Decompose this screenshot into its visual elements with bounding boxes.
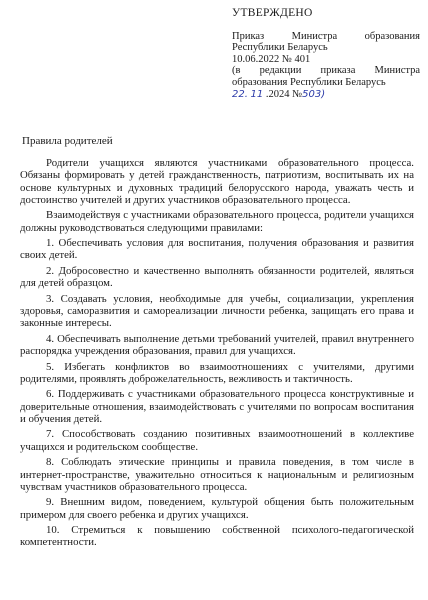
amendment-year: .2024 № xyxy=(265,88,303,100)
document-heading: Правила родителей xyxy=(22,135,113,147)
amendment-issuer: образования Республики Беларусь xyxy=(232,76,386,88)
rule-item: 1. Обеспечивать условия для воспитания, получения образования и развития своих детей. xyxy=(20,237,414,262)
amendment-date xyxy=(232,89,420,101)
handwritten-day: 22. xyxy=(232,88,248,100)
order-issuer: Приказ Министра образования xyxy=(232,30,420,42)
rule-item: 3. Создавать условия, необходимые для учебы, социализации, укрепления здоровья, саморазвития и самореализации личности ребенка, защищать его права и законные интересы. xyxy=(20,292,414,330)
rule-item: 5. Избегать конфликтов во взаимоотношениях с учителями, другими родителями, проявлять доброжелательность, вежливость и тактичность. xyxy=(20,360,414,385)
rule-item: 2. Добросовестно и качественно выполнять обязанности родителей, являться для детей образцом. xyxy=(20,264,414,290)
order-issuer-country: Республики Беларусь xyxy=(232,42,328,54)
rule-item: 7. Способствовать созданию позитивных взаимоотношений в коллективе учащихся и родительском сообществе. xyxy=(20,428,414,453)
order-date-number: 10.06.2022 № 401 xyxy=(232,53,311,65)
rule-item: 8. Соблюдать этические принципы и правила поведения, в том числе в интернет-пространстве, уважительно относиться к национальным и религиозным чувствам участников образовательного процесса. xyxy=(20,456,414,493)
approval-stamp xyxy=(232,8,420,100)
rule-item: 6. Поддерживать с участниками образовательного процесса конструктивные и доверительные отношения, взаимодействовать с учителями по вопросам воспитания и обучения детей. xyxy=(20,388,414,425)
document-body xyxy=(20,157,414,552)
rule-item: 4. Обеспечивать выполнение детьми требований учителей, правил внутреннего распорядка учреждения образования, правил для учащихся. xyxy=(20,332,414,358)
amendment-note: (в редакции приказа Министра xyxy=(232,65,420,77)
handwritten-month: 11 xyxy=(250,88,264,100)
paragraph-intro: Родители учащихся являются участниками образовательного процесса. Обязаны формировать у детей гражданственность, патриотизм, воспитывать их на основе культурных и духовных традиций белорусского народа, уважать честь и достоинство учителей и других участников образовательного процесса. xyxy=(20,157,414,206)
handwritten-number: 503) xyxy=(302,88,326,100)
rule-item: 9. Внешним видом, поведением, культурой общения быть положительным примером для своего ребенка и других учащихся. xyxy=(20,496,414,521)
rule-item: 10. Стремиться к повышению собственной психолого-педагогической компетентности. xyxy=(20,524,414,549)
approval-title: УТВЕРЖДЕНО xyxy=(232,7,313,19)
paragraph-rules-lead: Взаимодействуя с участниками образовательного процесса, родители учащихся должны руководствоваться следующими правилами: xyxy=(20,209,414,234)
